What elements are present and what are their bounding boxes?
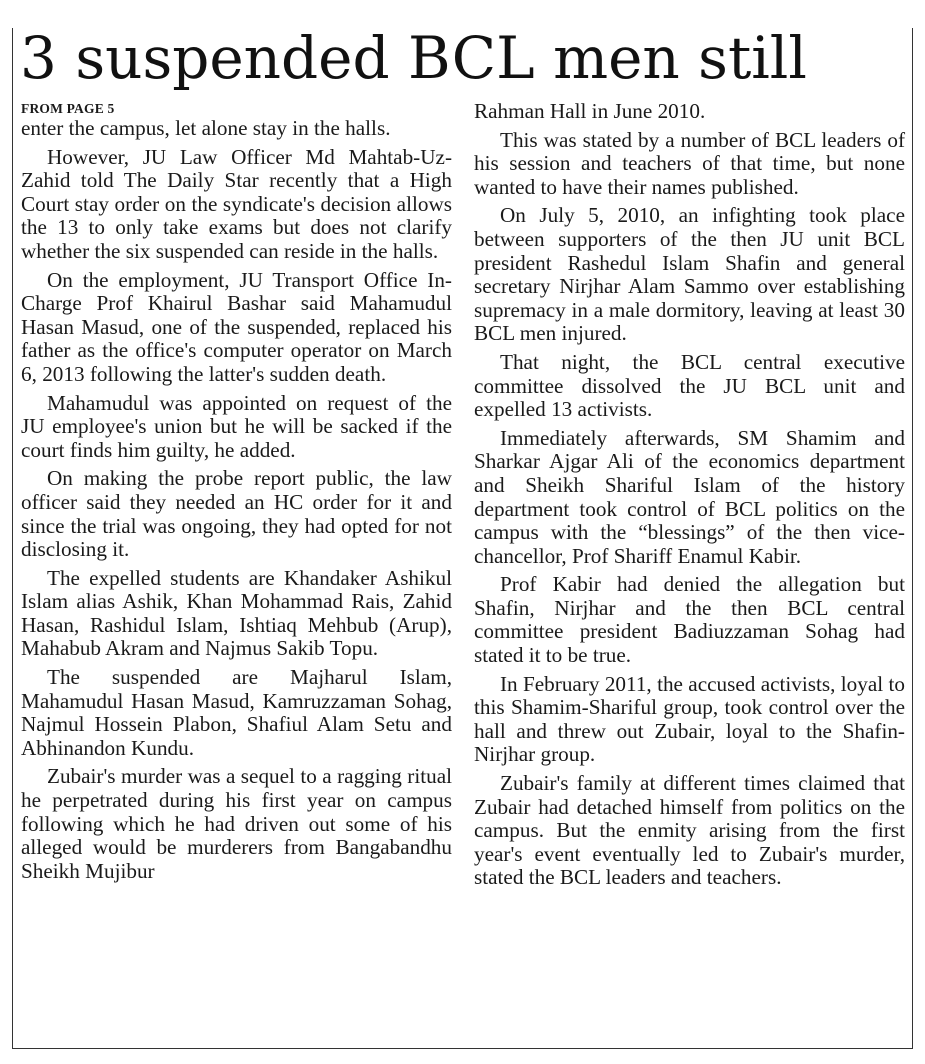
headline: 3 suspended BCL men still bbox=[20, 24, 807, 92]
paragraph: enter the campus, let alone stay in the halls. bbox=[21, 116, 391, 140]
left-border-rule bbox=[12, 28, 13, 1048]
paragraph: This was stated by a number of BCL leaders of his session and teachers of that time, but none wanted to have their names published. bbox=[474, 127, 905, 199]
paragraph: In February 2011, the accused activists, loyal to this Shamim-Shariful group, took control over the hall and threw out Zubair, loyal to the Shafin-Nirjhar group. bbox=[474, 671, 905, 767]
paragraph: Zubair's murder was a sequel to a ragging ritual he perpetrated during his first year on campus following which he had driven out some of his alleged would be murderers from Bangabandhu Sheikh Mujibur bbox=[21, 764, 452, 883]
paragraph: The suspended are Majharul Islam, Mahamudul Hasan Masud, Kamruzzaman Sohag, Najmul Hossein Plabon, Shafiul Alam Setu and Abhinandon Kundu. bbox=[21, 665, 452, 760]
paragraph: That night, the BCL central executive committee dissolved the JU BCL unit and expelled 13 activists. bbox=[474, 349, 905, 422]
article-column-left bbox=[21, 100, 452, 888]
paragraph: Mahamudul was appointed on request of the JU employee's union but he will be sacked if the court finds him guilty, he added. bbox=[21, 390, 452, 462]
paragraph: Zubair's family at different times claimed that Zubair had detached himself from politics on the campus. But the enmity arising from the first year's event eventually led to Zubair's murder, stated the BCL leaders and teachers. bbox=[474, 771, 905, 890]
paragraph: However, JU Law Officer Md Mahtab-Uz-Zahid told The Daily Star recently that a High Court stay order on the syndicate's decision allows the 13 to only take exams but does not clarify whether the six suspended can reside in the halls. bbox=[21, 144, 452, 263]
right-border-rule bbox=[912, 28, 913, 1048]
jump-label: FROM PAGE 5 bbox=[21, 101, 115, 116]
paragraph: The expelled students are Khandaker Ashikul Islam alias Ashik, Khan Mohammad Rais, Zahid Hasan, Rashidul Islam, Ishtiaq Mehbub (Arup), Mahabub Akram and Najmus Sakib Topu. bbox=[21, 565, 452, 661]
paragraph: Rahman Hall in June 2010. bbox=[474, 99, 706, 123]
paragraph: On the employment, JU Transport Office In-Charge Prof Khairul Bashar said Mahamudul Hasan Masud, one of the suspended, replaced his father as the office's computer operator on March 6, 2013 following the latter's sudden death. bbox=[21, 267, 452, 386]
bottom-border-rule bbox=[12, 1048, 913, 1049]
paragraph: Immediately afterwards, SM Shamim and Sharkar Ajgar Ali of the economics department and Sheikh Shariful Islam of the history department took control of BCL politics on the campus with the “blessings” of the then vice-chancellor, Prof Shariff Enamul Kabir. bbox=[474, 425, 905, 568]
paragraph: Prof Kabir had denied the allegation but Shafin, Nirjhar and the then BCL central committee president Badiuzzaman Sohag had stated it to be true. bbox=[474, 572, 905, 668]
article-column-right bbox=[474, 100, 905, 895]
paragraph: On making the probe report public, the law officer said they needed an HC order for it and since the trial was ongoing, they had opted for not disclosing it. bbox=[21, 466, 452, 562]
paragraph: On July 5, 2010, an infighting took place between supporters of the then JU unit BCL president Rashedul Islam Shafin and general secretary Nirjhar Alam Sammo over establishing supremacy in a male dormitory, leaving at least 30 BCL men injured. bbox=[474, 203, 905, 346]
